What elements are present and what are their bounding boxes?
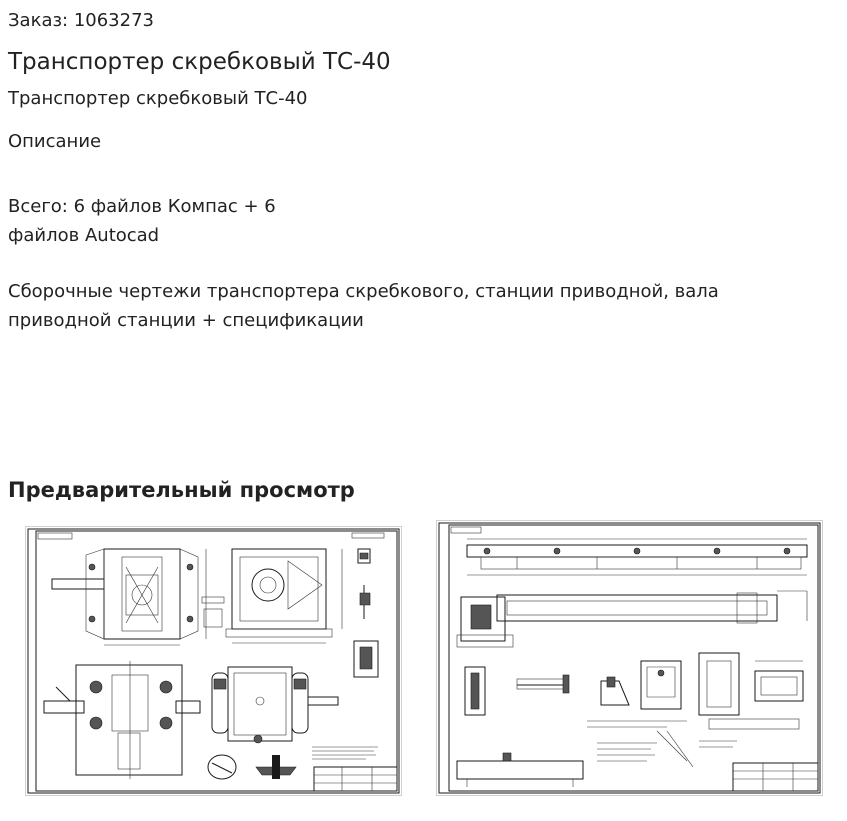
order-number: Заказ: 1063273 — [8, 10, 154, 31]
files-summary: Всего: 6 файлов Компас + 6 файлов Autocad — [8, 196, 276, 246]
preview-image-drive-station[interactable] — [25, 526, 402, 796]
description-heading: Описание — [8, 131, 102, 152]
drive-station-drawing-icon — [26, 527, 401, 795]
description-text: Сборочные чертежи транспортера скребкового, станции приводной, вала приводной станции + спецификации — [8, 281, 719, 331]
page-title: Транспортер скребковый ТС-40 — [8, 49, 391, 75]
product-subtitle: Транспортер скребковый ТС-40 — [8, 88, 308, 109]
preview-image-conveyor-assembly[interactable] — [436, 520, 823, 796]
preview-heading: Предварительный просмотр — [8, 478, 355, 502]
conveyor-assembly-drawing-icon — [437, 521, 822, 795]
